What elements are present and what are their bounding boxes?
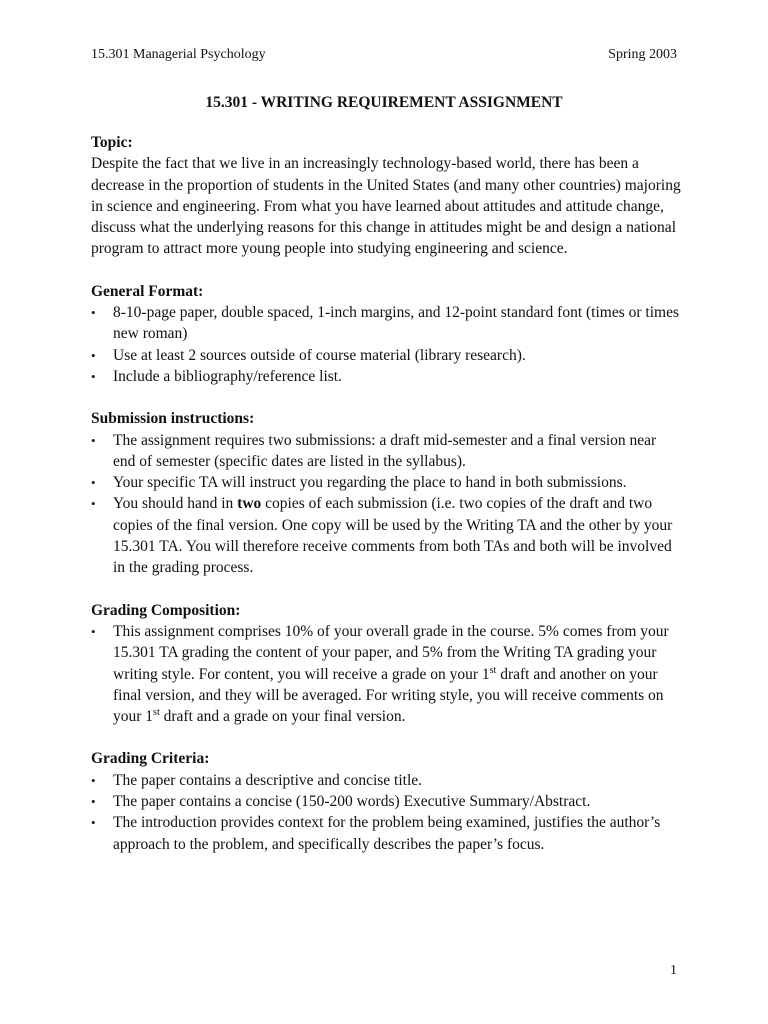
list-item xyxy=(91,366,681,387)
bullet-icon: • xyxy=(91,794,96,810)
general-format-list xyxy=(91,302,681,387)
grading-criteria-section xyxy=(91,748,681,854)
emphasis-two: two xyxy=(237,495,262,513)
list-item-text: The introduction provides context for the problem being examined, justifies the author’s approach to the problem, and specifically describes the paper’s focus. xyxy=(113,814,661,853)
list-item xyxy=(91,430,681,473)
list-item xyxy=(91,345,681,366)
list-item xyxy=(91,791,681,812)
list-item xyxy=(91,812,681,855)
grading-criteria-heading: Grading Criteria: xyxy=(91,750,210,768)
list-item xyxy=(91,472,681,493)
list-item-text: The paper contains a descriptive and concise title. xyxy=(113,771,423,789)
list-item-text-pre: You should hand in xyxy=(113,495,238,513)
topic-text: Despite the fact that we live in an increasingly technology-based world, there has been a decrease in the proportion of students in the United States (and many other countries) majoring in science and engineering. From what you have learned about attitudes and attitude change, discuss what the underlying reasons for this change in attitudes might be and design a national program to attract more young people into studying engineering and science. xyxy=(91,155,681,258)
composition-text-1: This assignment comprises 10% of your overall grade in the course. 5% comes from your 15.301 TA grading the content of your paper, and 5% from the Writing TA grading your writing style. For content, you will receive a grade on your 1 xyxy=(113,622,669,683)
bullet-icon: • xyxy=(91,475,96,491)
bullet-icon: • xyxy=(91,772,96,788)
bullet-icon: • xyxy=(91,305,96,321)
bullet-icon: • xyxy=(91,496,96,512)
grading-composition-section xyxy=(91,600,681,728)
list-item-text: Your specific TA will instruct you regarding the place to hand in both submissions. xyxy=(113,474,627,492)
list-item xyxy=(91,621,681,727)
grading-criteria-list xyxy=(91,770,681,855)
document-title: 15.301 - WRITING REQUIREMENT ASSIGNMENT xyxy=(205,94,563,111)
superscript-st: st xyxy=(489,664,497,676)
composition-text-3: draft and a grade on your final version. xyxy=(159,708,406,726)
bullet-icon: • xyxy=(91,347,96,363)
general-format-section xyxy=(91,281,681,387)
list-item-text: The paper contains a concise (150-200 words) Executive Summary/Abstract. xyxy=(113,793,591,811)
superscript-st: st xyxy=(153,707,160,719)
general-format-heading: General Format: xyxy=(91,282,204,300)
list-item xyxy=(91,302,681,345)
list-item-text: The assignment requires two submissions: a draft mid-semester and a final version near end of semester (specific dates are listed in the syllabus). xyxy=(113,431,657,470)
header-term: Spring 2003 xyxy=(608,47,677,62)
list-item xyxy=(91,493,681,578)
header-course: 15.301 Managerial Psychology xyxy=(91,47,266,62)
list-item-text: 8-10-page paper, double spaced, 1-inch margins, and 12-point standard font (times or times new roman) xyxy=(113,304,679,343)
grading-composition-heading: Grading Composition: xyxy=(91,601,241,619)
topic-section xyxy=(91,132,681,260)
page-number: 1 xyxy=(670,963,677,978)
submission-section xyxy=(91,408,681,578)
submission-list xyxy=(91,430,681,579)
submission-heading: Submission instructions: xyxy=(91,410,255,428)
topic-heading: Topic: xyxy=(91,134,133,151)
bullet-icon: • xyxy=(91,623,96,639)
composition-text-2: draft and another on your final version, and they will be averaged. For writing style, you will receive comments on your 1 xyxy=(113,665,664,726)
bullet-icon: • xyxy=(91,815,96,831)
list-item-text-post: copies of each submission (i.e. two copies of the draft and two copies of the final version. One copy will be used by the Writing TA and the other by your 15.301 TA. You will therefore receive comments from both TAs and both will be involved in the grading process. xyxy=(113,495,673,577)
list-item xyxy=(91,770,681,791)
list-item-text: Include a bibliography/reference list. xyxy=(113,367,342,385)
grading-composition-list xyxy=(91,621,681,727)
bullet-icon: • xyxy=(91,432,96,448)
bullet-icon: • xyxy=(91,368,96,384)
list-item-text: Use at least 2 sources outside of course material (library research). xyxy=(113,346,526,364)
document-body xyxy=(91,132,681,876)
